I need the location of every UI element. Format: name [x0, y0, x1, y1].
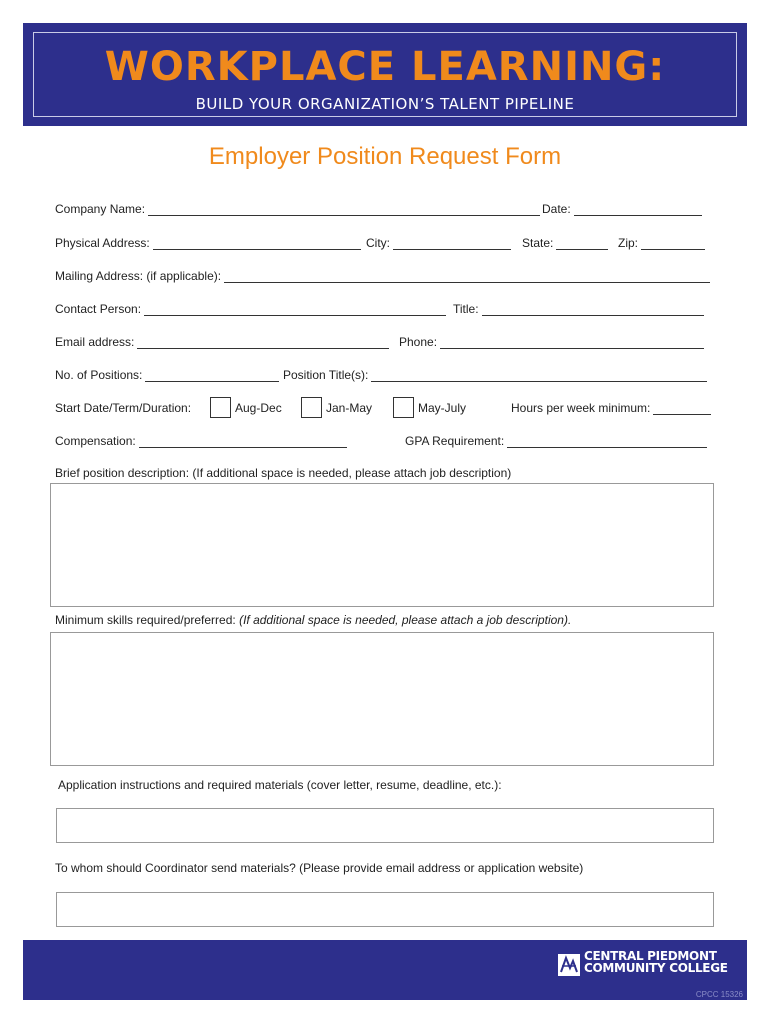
send-materials-box[interactable] — [56, 892, 714, 927]
email-label: Email address: — [55, 335, 135, 349]
num-positions-label: No. of Positions: — [55, 368, 143, 382]
footer-banner — [23, 940, 747, 1000]
state-label: State: — [522, 236, 554, 250]
position-titles-field[interactable] — [371, 369, 707, 382]
mailing-address-field[interactable] — [224, 270, 710, 283]
min-skills-label: Minimum skills required/preferred: — [55, 613, 236, 627]
min-skills-box[interactable] — [50, 632, 714, 766]
may-july-label: May-July — [418, 400, 467, 415]
min-skills-line — [55, 613, 571, 627]
college-name — [584, 950, 728, 974]
company-name-label: Company Name: — [55, 202, 146, 216]
title-label: Title: — [453, 302, 479, 316]
zip-label: Zip: — [618, 236, 639, 250]
option-jan-may[interactable] — [301, 397, 372, 418]
start-date-label: Start Date/Term/Duration: — [55, 401, 192, 415]
form-code: CPCC 15326 — [695, 990, 743, 999]
option-may-july[interactable] — [393, 397, 466, 418]
phone-field[interactable] — [440, 336, 704, 349]
college-name-line1: CENTRAL PIEDMONT — [584, 949, 717, 963]
jan-may-label: Jan-May — [326, 400, 373, 415]
compensation-label: Compensation: — [55, 434, 136, 448]
banner-title: WORKPLACE LEARNING: — [104, 44, 666, 90]
hours-field[interactable] — [653, 402, 711, 415]
contact-person-field[interactable] — [144, 303, 446, 316]
hours-label: Hours per week minimum: — [511, 401, 651, 415]
banner-frame — [33, 32, 737, 117]
application-instructions-label: Application instructions and required materials (cover letter, resume, deadline, etc.): — [58, 778, 502, 792]
jan-may-checkbox[interactable] — [301, 397, 322, 418]
position-titles-label: Position Title(s): — [283, 368, 369, 382]
aug-dec-label: Aug-Dec — [235, 400, 282, 415]
city-label: City: — [366, 236, 390, 250]
physical-address-field[interactable] — [153, 237, 361, 250]
brief-description-box[interactable] — [50, 483, 714, 607]
compensation-field[interactable] — [139, 435, 347, 448]
min-skills-note: (If additional space is needed, please attach a job description). — [239, 613, 572, 627]
company-name-field[interactable] — [148, 203, 540, 216]
zip-field[interactable] — [641, 237, 705, 250]
header-banner — [23, 23, 747, 126]
option-aug-dec[interactable] — [210, 397, 282, 418]
email-field[interactable] — [137, 336, 389, 349]
may-july-checkbox[interactable] — [393, 397, 414, 418]
send-materials-label: To whom should Coordinator send materials? (Please provide email address or application website) — [55, 861, 584, 875]
phone-label: Phone: — [399, 335, 438, 349]
num-positions-field[interactable] — [145, 369, 279, 382]
title-field[interactable] — [482, 303, 704, 316]
college-name-line2: COMMUNITY COLLEGE — [584, 961, 728, 975]
city-field[interactable] — [393, 237, 511, 250]
gpa-label: GPA Requirement: — [405, 434, 505, 448]
college-logo-icon — [558, 954, 580, 976]
application-instructions-box[interactable] — [56, 808, 714, 843]
contact-person-label: Contact Person: — [55, 302, 142, 316]
brief-description-label: Brief position description: (If additional space is needed, please attach job description) — [55, 466, 512, 480]
date-field[interactable] — [574, 203, 702, 216]
mailing-address-label: Mailing Address: (if applicable): — [55, 269, 222, 283]
physical-address-label: Physical Address: — [55, 236, 150, 250]
banner-subtitle: BUILD YOUR ORGANIZATION’S TALENT PIPELINE — [195, 95, 575, 113]
form-title: Employer Position Request Form — [208, 143, 562, 170]
state-field[interactable] — [556, 237, 608, 250]
aug-dec-checkbox[interactable] — [210, 397, 231, 418]
gpa-field[interactable] — [507, 435, 707, 448]
date-label: Date: — [542, 202, 571, 216]
